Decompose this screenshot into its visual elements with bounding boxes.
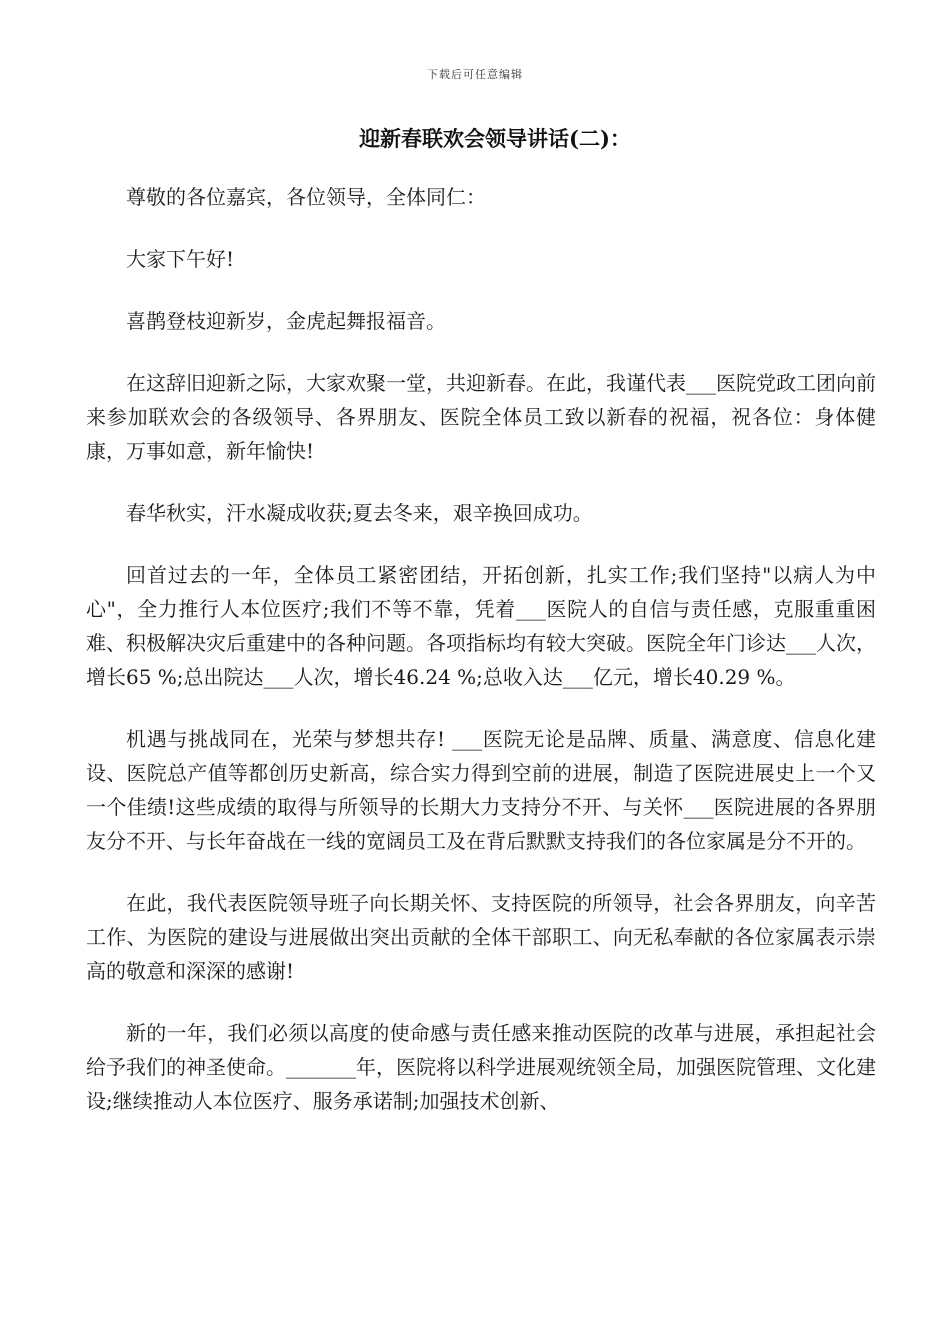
paragraph-greeting: 大家下午好! bbox=[126, 247, 235, 271]
paragraph-achievements: 机遇与挑战同在，光荣与梦想共存! ___医院无论是品牌、质量、满意度、信息化建设、医院总产值等都创历史新高，综合实力得到空前的进展，制造了医院进展史上一个又一个佳绩!这些成绩的取得与所领导的长期大力支持分不开、与关怀___医院进展的各界朋友分不开、与长年奋战在一线的宽阔员工及在背后默默支持我们的各位家属是分不开的。 bbox=[86, 727, 876, 853]
paragraph-couplet: 喜鹊登枝迎新岁，金虎起舞报福音。 bbox=[126, 309, 446, 333]
paragraph-year-review: 回首过去的一年，全体员工紧密团结，开拓创新，扎实工作;我们坚持"以病人为中心"，全力推行人本位医疗;我们不等不靠，凭着___医院人的自信与责任感，克服重重困难、积极解决灾后重建中的各种问题。各项指标均有较大突破。医院全年门诊达___人次，增长65 %;总出院达___人次，增长46.24 %;总收入达___亿元，增长40.29 %。 bbox=[86, 563, 876, 689]
paragraph-seasons: 春华秋实，汗水凝成收获;夏去冬来，艰辛换回成功。 bbox=[126, 501, 593, 525]
paragraph-new-year-plan: 新的一年，我们必须以高度的使命感与责任感来推动医院的改革与进展，承担起社会给予我们的神圣使命。_______年，医院将以科学进展观统领全局，加强医院管理、文化建设;继续推动人本位医疗、服务承诺制;加强技术创新、 bbox=[86, 1021, 876, 1113]
document-title: 迎新春联欢会领导讲话(二)： bbox=[359, 126, 631, 151]
paragraph-salutation: 尊敬的各位嘉宾，各位领导，全体同仁： bbox=[126, 185, 486, 209]
paragraph-new-year-wishes: 在这辞旧迎新之际，大家欢聚一堂，共迎新春。在此，我谨代表___医院党政工团向前来参加联欢会的各级领导、各界朋友、医院全体员工致以新春的祝福，祝各位：身体健康，万事如意，新年愉快! bbox=[86, 371, 876, 463]
paragraph-thanks: 在此，我代表医院领导班子向长期关怀、支持医院的所领导，社会各界朋友，向辛苦工作、为医院的建设与进展做出突出贡献的全体干部职工、向无私奉献的各位家属表示崇高的敬意和深深的感谢! bbox=[86, 891, 876, 983]
header-note: 下载后可任意编辑 bbox=[427, 68, 523, 81]
document-body bbox=[86, 180, 876, 1146]
